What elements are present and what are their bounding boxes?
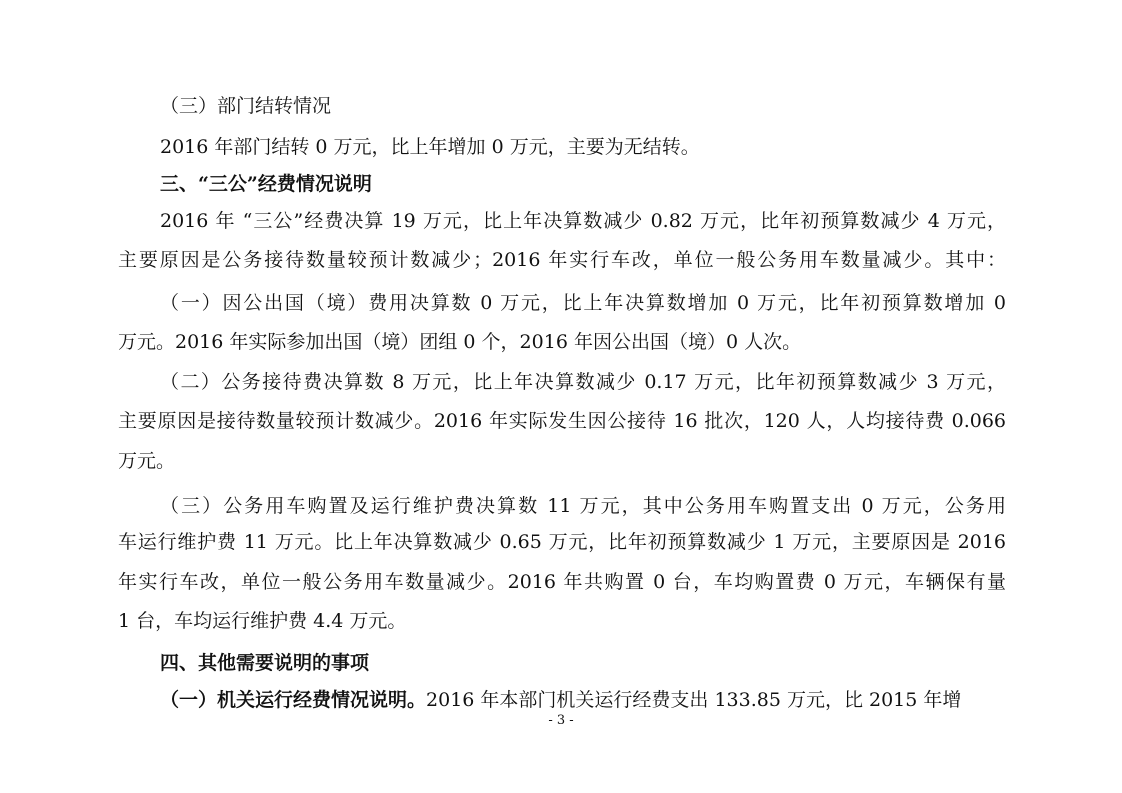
vehicle-para-line: 1 台，车均运行维护费 4.4 万元。 bbox=[118, 610, 407, 632]
reception-para-line: 主要原因是接待数量较预计数减少。2016 年实际发生因公接待 16 批次，120 人，人均接待费 0.066 bbox=[118, 410, 1006, 432]
vehicle-para-line: 车运行维护费 11 万元。比上年决算数减少 0.65 万元，比年初预算数减少 1 万元，主要原因是 2016 bbox=[118, 531, 1006, 553]
sangong-summary-line: 2016 年 “三公”经费决算 19 万元，比上年决算数减少 0.82 万元，比年初预算数减少 4 万元， bbox=[160, 210, 1006, 232]
section-3-body: 2016 年部门结转 0 万元，比上年增加 0 万元，主要为无结转。 bbox=[160, 136, 700, 158]
operating-cost-heading: （一）机关运行经费情况说明。 bbox=[160, 689, 427, 711]
sangong-summary-line: 主要原因是公务接待数量较预计数减少；2016 年实行车改，单位一般公务用车数量减少。其中： bbox=[118, 249, 1006, 271]
page-number: - 3 - bbox=[548, 713, 574, 728]
part-4-heading: 四、其他需要说明的事项 bbox=[160, 652, 370, 674]
part-3-heading: 三、“三公”经费情况说明 bbox=[160, 173, 372, 195]
reception-para-line: （二）公务接待费决算数 8 万元，比上年决算数减少 0.17 万元，比年初预算数减少 3 万元， bbox=[160, 371, 1006, 393]
reception-para-line: 万元。 bbox=[118, 450, 176, 472]
abroad-para-line: 万元。2016 年实际参加出国（境）团组 0 个，2016 年因公出国（境）0 人次。 bbox=[118, 331, 802, 353]
vehicle-para-line: （三）公务用车购置及运行维护费决算数 11 万元，其中公务用车购置支出 0 万元，公务用 bbox=[160, 495, 1006, 517]
vehicle-para-line: 年实行车改，单位一般公务用车数量减少。2016 年共购置 0 台，车均购置费 0 万元，车辆保有量 bbox=[118, 571, 1006, 593]
section-3-heading: （三）部门结转情况 bbox=[160, 95, 332, 117]
operating-cost-text: 2016 年本部门机关运行经费支出 133.85 万元，比 2015 年增 bbox=[426, 689, 962, 711]
abroad-para-line: （一）因公出国（境）费用决算数 0 万元，比上年决算数增加 0 万元，比年初预算数增加 0 bbox=[160, 292, 1006, 314]
